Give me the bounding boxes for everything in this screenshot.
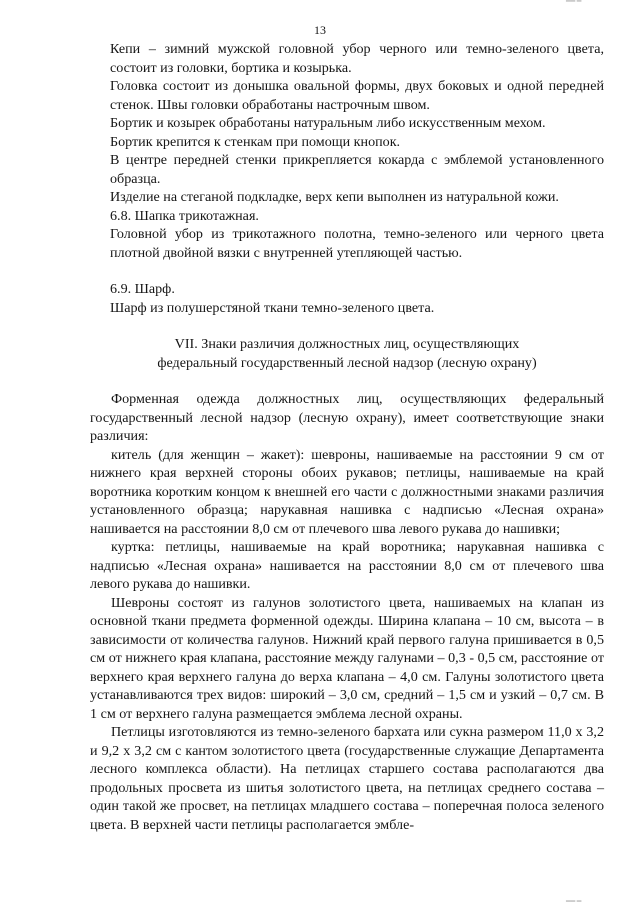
spacer bbox=[110, 317, 604, 335]
paragraph-collar-tabs: Петлицы изготовляются из темно-зеленого бархата или сукна размером 11,0 х 3,2 и 9,2 х 3,2 см с кантом золотистого цвета (государственные служащие Департамента лесного комплекса области). На петлицах старшего состава располагаются два продольных просвета из шитья золотистого цвета, на петлицах среднего состава – один такой же просвет, на петлицах младшего состава – поперечная полоса зеленого цвета. В верхней части петлицы располагается эмбле- bbox=[90, 724, 604, 833]
paragraph-kepi-cockade: В центре передней стенки прикрепляется кокарда с эмблемой установленного образца. bbox=[110, 152, 604, 187]
paragraph-jacket-insignia: куртка: петлицы, нашиваемые на край воротника; нарукавная нашивка с надписью «Лесная охрана» нашивается на расстоянии 8,0 см от плечевого шва левого рукава до нашивки. bbox=[90, 539, 604, 592]
subsection-title-scarf: 6.9. Шарф. bbox=[110, 281, 175, 297]
paragraph-scarf: Шарф из полушерстяной ткани темно-зеленого цвета. bbox=[110, 299, 435, 316]
paragraph-kepi: Кепи – зимний мужской головной убор черного или темно-зеленого цвета, состоит из головки, бортика и козырька. bbox=[110, 41, 604, 76]
spacer bbox=[110, 372, 604, 390]
spacer bbox=[110, 262, 604, 280]
paragraph-kepi-crown: Головка состоит из донышка овальной формы, двух боковых и одной передней стенок. Швы головки обработаны настрочным швом. bbox=[110, 78, 604, 113]
document-body bbox=[90, 40, 604, 834]
paragraph-tunic-insignia: китель (для женщин – жакет): шевроны, нашиваемые на расстоянии 9 см от нижнего края верхней стороны обоих рукавов; петлицы, нашиваемые на край воротника коротким концом к внешней его части с должностными знаками различия установленного образца; нарукавная нашивка с надписью «Лесная охрана» нашивается на расстоянии 8,0 см от плечевого шва левого рукава до нашивки; bbox=[90, 446, 604, 537]
scan-mark-bottom: ▁▁ ▁ bbox=[566, 896, 582, 902]
subsection-title-knitted-hat: 6.8. Шапка трикотажная. bbox=[110, 207, 259, 224]
paragraph-kepi-trim: Бортик и козырек обработаны натуральным либо искусственным мехом. bbox=[110, 115, 546, 131]
section-heading-line-1: VII. Знаки различия должностных лиц, осуществляющих bbox=[174, 336, 520, 352]
paragraph-knitted-hat: Головной убор из трикотажного полотна, темно-зеленого или черного цвета плотной двойной вязки с внутренней утепляющей частью. bbox=[110, 226, 604, 261]
section-heading-line-2: федеральный государственный лесной надзор (лесную охрану) bbox=[157, 354, 537, 371]
paragraph-kepi-band: Бортик крепится к стенкам при помощи кнопок. bbox=[110, 133, 401, 150]
page-number: 13 bbox=[314, 23, 326, 37]
scan-mark-top: ▔▔ ▔ bbox=[566, 2, 582, 8]
paragraph-kepi-lining: Изделие на стеганой подкладке, верх кепи выполнен из натуральной кожи. bbox=[110, 189, 559, 205]
paragraph-uniform-insignia: Форменная одежда должностных лиц, осуществляющих федеральный государственный лесной надзор (лесную охрану), имеет соответствующие знаки различия: bbox=[90, 391, 604, 444]
paragraph-chevrons: Шевроны состоят из галунов золотистого цвета, нашиваемых на клапан из основной ткани предмета форменной одежды. Ширина клапана – 10 см, высота – в зависимости от количества галунов. Нижний край первого галуна пришивается в 0,5 см от нижнего края клапана, расстояние между галунами – 0,3 - 0,5 см, расстояние от верхнего края верхнего галуна до верха клапана – 4,0 см. Галуны золотистого цвета устанавливаются трех видов: широкий – 3,0 см, средний – 1,5 см и узкий – 0,7 см. В 1 см от верхнего галуна размещается эмблема лесной охраны. bbox=[90, 594, 604, 722]
